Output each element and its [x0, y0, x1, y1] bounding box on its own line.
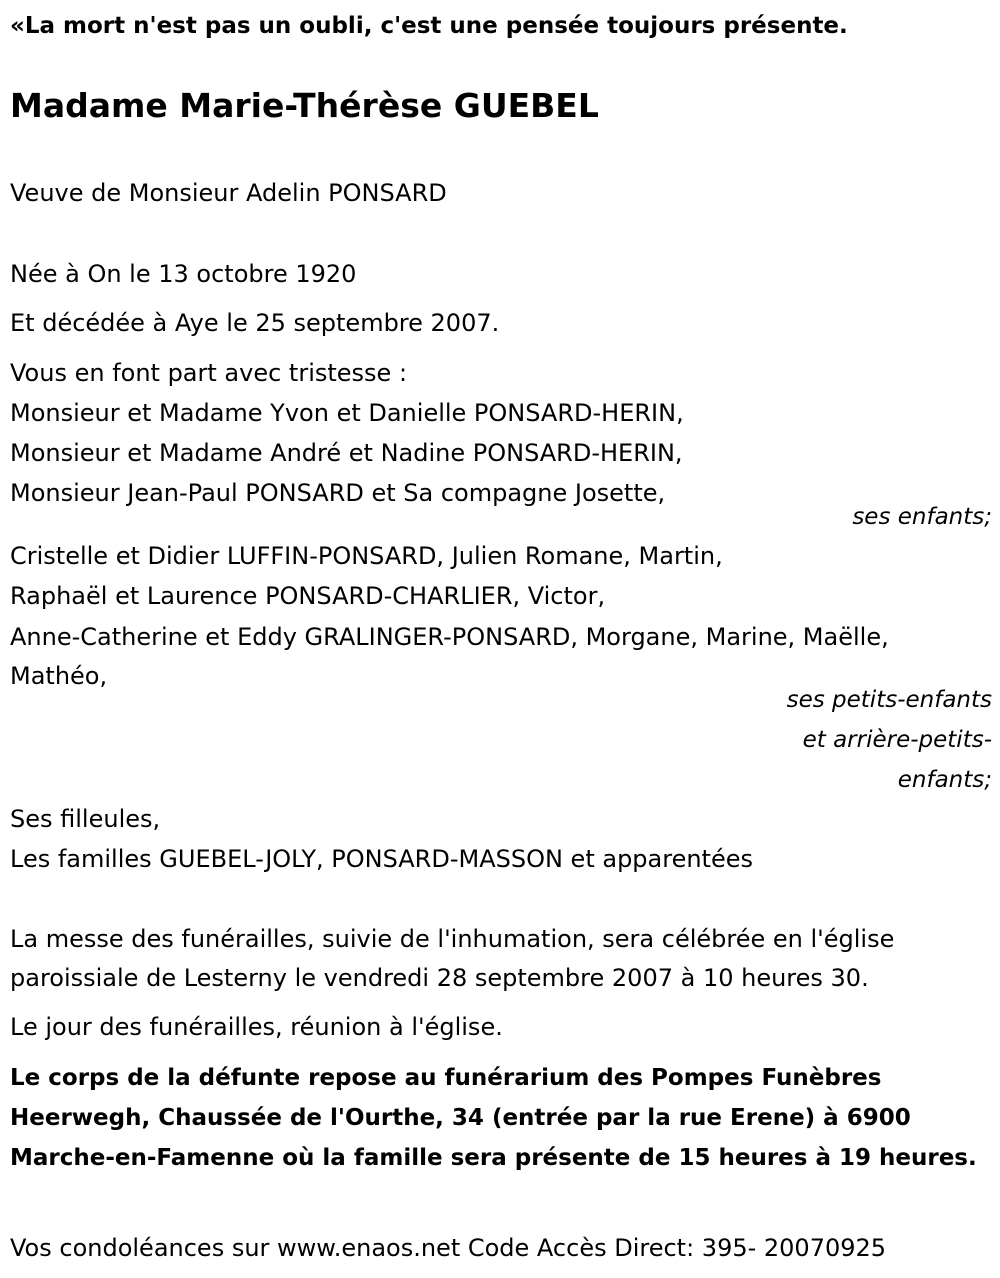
death-line: Et décédée à Aye le 25 septembre 2007.: [10, 309, 500, 337]
deceased-name: Madame Marie-Thérèse GUEBEL: [10, 86, 599, 125]
condolences-line: Vos condoléances sur www.enaos.net Code Accès Direct: 395- 20070925: [10, 1234, 887, 1262]
child-line: Monsieur Jean-Paul PONSARD et Sa compagne Josette,: [10, 479, 666, 507]
others-line: Ses filleules,: [10, 805, 161, 833]
grandchildren-label: enfants;: [897, 767, 992, 793]
grandchild-line: Anne-Catherine et Eddy GRALINGER-PONSARD, Morgane, Marine, Maëlle,: [10, 623, 889, 651]
child-line: Monsieur et Madame Yvon et Danielle PONSARD-HERIN,: [10, 399, 684, 427]
child-line: Monsieur et Madame André et Nadine PONSARD-HERIN,: [10, 439, 683, 467]
funeral-mass-line: La messe des funérailles, suivie de l'inhumation, sera célébrée en l'église: [10, 925, 895, 953]
announcement-intro: Vous en font part avec tristesse :: [10, 359, 408, 387]
grandchild-line: Mathéo,: [10, 662, 108, 690]
grandchildren-label: et arrière-petits-: [802, 727, 992, 753]
children-label: ses enfants;: [852, 504, 992, 530]
birth-line: Née à On le 13 octobre 1920: [10, 260, 357, 288]
repose-notice: Le corps de la défunte repose au funérarium des Pompes Funèbres Heerwegh, Chaussée de l'Ourthe, 34 (entrée par la rue Erene) à 6900 Marche-en-Famenne où la famille sera présente de 15 heures à 19 heures.: [10, 1065, 977, 1171]
funeral-mass-line: paroissiale de Lesterny le vendredi 28 septembre 2007 à 10 heures 30.: [10, 964, 869, 992]
spouse-line: Veuve de Monsieur Adelin PONSARD: [10, 179, 447, 207]
grandchild-line: Raphaël et Laurence PONSARD-CHARLIER, Victor,: [10, 582, 606, 610]
grandchildren-label: ses petits-enfants: [786, 687, 992, 713]
grandchild-line: Cristelle et Didier LUFFIN-PONSARD, Julien Romane, Martin,: [10, 542, 723, 570]
others-line: Les familles GUEBEL-JOLY, PONSARD-MASSON et apparentées: [10, 845, 754, 873]
epigraph-quote: «La mort n'est pas un oubli, c'est une pensée toujours présente.: [10, 13, 848, 39]
meeting-line: Le jour des funérailles, réunion à l'église.: [10, 1013, 503, 1041]
